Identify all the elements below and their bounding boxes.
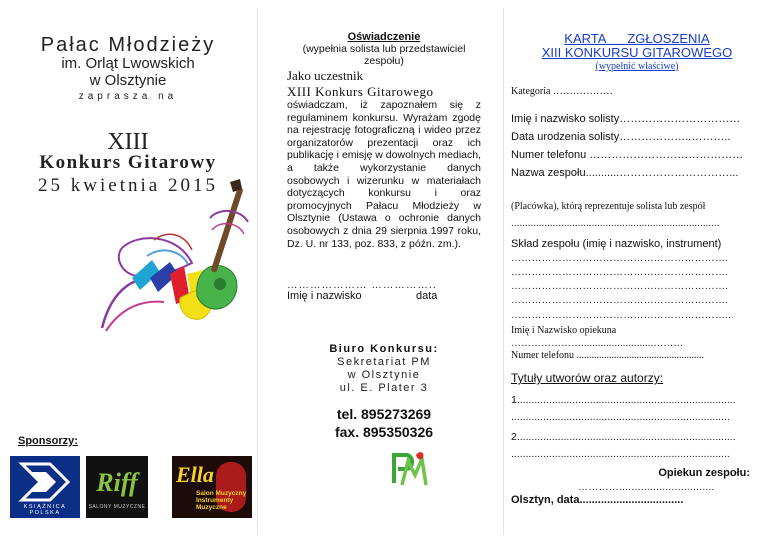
office-line-1: Sekretariat PM xyxy=(337,356,431,368)
org-subtitle-line2: w Olsztynie xyxy=(89,72,167,89)
category-field[interactable]: Kategoria ……………… xyxy=(511,86,613,97)
fax-number: fax. 895350326 xyxy=(334,424,434,440)
band-members-label: Skład zespołu (imię i nazwisko, instrument) xyxy=(511,238,722,250)
band-member-field[interactable]: ………………………………………………………. xyxy=(511,295,729,306)
declaration-contest-name: XIII Konkurs Gitarowego xyxy=(287,84,434,99)
birth-date-field[interactable]: Data urodzenia solisty………………..……….. xyxy=(511,131,731,143)
song-1-field[interactable]: 1........................................................................... xyxy=(511,394,736,406)
band-name-field[interactable]: Nazwa zespołu...........…………………………... xyxy=(511,167,739,179)
column-divider-right xyxy=(503,8,504,535)
soloist-name-field[interactable]: Imię i nazwisko solisty…………………………… xyxy=(511,113,741,125)
org-subtitle-line1: im. Orląt Lwowskich xyxy=(61,55,195,72)
band-member-field[interactable]: ………………………………………………………. xyxy=(511,267,729,278)
card-subtitle: XIII KONKURSU GITAROWEGO xyxy=(541,45,733,60)
contest-name: Konkurs Gitarowy xyxy=(39,152,217,173)
riff-logo-text: Riff xyxy=(96,468,138,497)
institution-label: (Placówka), którą reprezentuje solista lub zespół xyxy=(511,201,706,212)
contest-date: 25 kwietnia 2015 xyxy=(38,175,218,196)
invite-text: zaprasza na xyxy=(78,91,178,102)
column-divider-left xyxy=(257,8,258,535)
card-title: KARTA ZGŁOSZENIA xyxy=(564,31,710,46)
riff-logo-subtext: SALONY MUZYCZNE xyxy=(88,504,146,510)
ella-logo-subtext: Salon Muzyczny Instrumenty Muzyczne xyxy=(196,490,247,511)
city-date-field[interactable]: Olsztyn, data.................................. xyxy=(511,494,684,506)
ksiaznica-polska-logo xyxy=(10,456,80,518)
declaration-title: Oświadczenie xyxy=(347,31,421,43)
band-member-field[interactable]: ……………………………………………………….. xyxy=(511,310,732,321)
song-2-continuation[interactable]: ........................................................................... xyxy=(511,448,730,460)
sponsors-label: Sponsorzy: xyxy=(18,435,78,447)
guardian-phone-field[interactable]: Numer telefonu ................................................... xyxy=(511,350,705,361)
songs-label: Tytuły utworów oraz autorzy: xyxy=(511,371,664,385)
office-line-2: w Olsztynie xyxy=(347,369,421,381)
palac-mlodziezy-logo xyxy=(388,447,430,489)
supervisor-signature-field[interactable]: …………............................... xyxy=(578,482,715,493)
institution-field[interactable]: ........................................................................... xyxy=(511,218,720,229)
supervisor-label: Opiekun zespołu: xyxy=(658,467,750,479)
org-title: Pałac Młodzieży xyxy=(40,34,216,56)
guardian-label: Imię i Nazwisko opiekuna xyxy=(511,325,617,336)
declaration-body: oświadczam, iż zapoznałem się z regulaminem konkursu. Wyrażam zgodę na rejestrację fotograficzną i wideo przez organizatorów prezentacji oraz ich publikację i emisję w dowolnych mediach, a także wykorzystanie danych osobowych i wizerunku w materiałach dotyczących konkursu i oraz promocyjnych Pałacu Młodzieży w Olsztynie (Ustawa o ochronie danych osobowych z dnia 29 sierpnia 1997 roku, Dz. U. nr 133, poz. 833, z późn. zm.). xyxy=(287,99,481,250)
phone-number: tel. 895273269 xyxy=(336,406,432,422)
office-line-3: ul. E. Plater 3 xyxy=(339,382,429,394)
ksiaznica-logo-text: KSIĄŻNICA POLSKA xyxy=(23,504,67,516)
card-note: (wypełnić właściwe) xyxy=(595,61,679,72)
song-1-continuation[interactable]: ........................................................................... xyxy=(511,411,730,423)
ella-logo xyxy=(172,456,252,518)
song-2-field[interactable]: 2........................................................................... xyxy=(511,431,736,443)
band-member-field[interactable]: ………………………………………………………. xyxy=(511,281,729,292)
signature-date-label: data xyxy=(416,290,438,302)
phone-field[interactable]: Numer telefonu …………………………………… xyxy=(511,149,744,161)
office-title: Biuro Konkursu: xyxy=(329,343,439,355)
guitar-butterfly-illustration xyxy=(92,178,252,348)
band-member-field[interactable]: ………………………………………………………. xyxy=(511,253,729,264)
declaration-as-participant: Jako uczestnik xyxy=(287,68,364,83)
ella-logo-text: Ella xyxy=(176,462,214,487)
edition-number: XIII xyxy=(107,129,149,155)
guardian-field[interactable]: …………………..........................……… xyxy=(511,338,684,349)
declaration-subtitle: (wypełnia solista lub przedstawiciel zespołu) xyxy=(302,43,466,67)
signature-dots[interactable]: ………………… …………….. xyxy=(287,279,437,291)
signature-name-label: Imię i nazwisko xyxy=(287,290,362,302)
riff-logo xyxy=(86,456,148,518)
